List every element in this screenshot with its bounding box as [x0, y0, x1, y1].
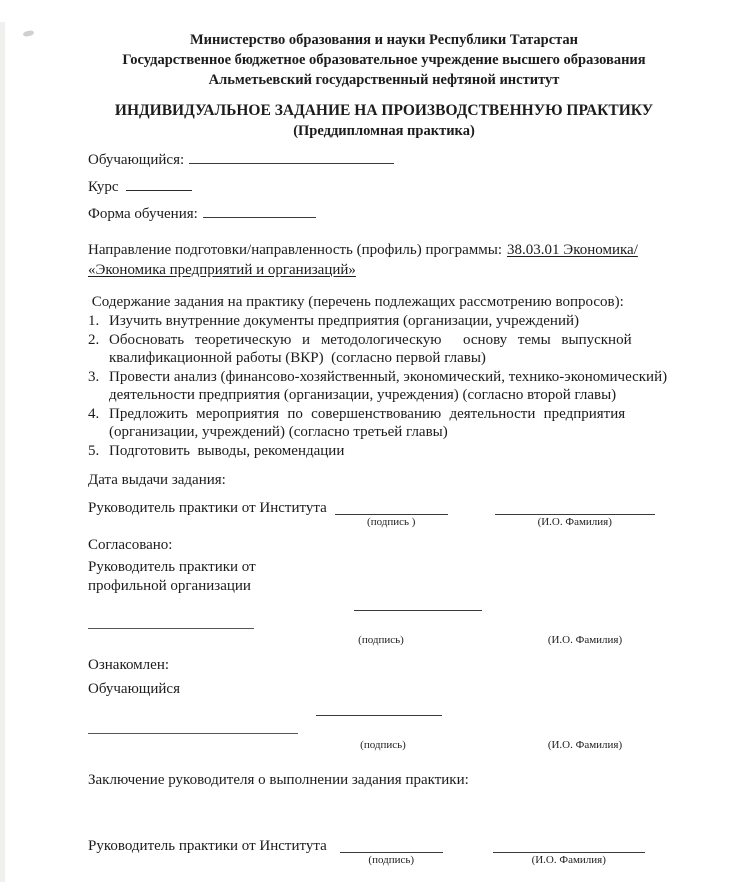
institute-supervisor-label: Руководитель практики от Института [88, 838, 327, 854]
task-text-line: Предложить мероприятия по совершенствованию деятельности предприятия [109, 405, 626, 422]
org-supervisor-label [88, 558, 680, 596]
task-number: 5. [88, 442, 100, 459]
student-signature-block [88, 699, 680, 757]
institute-supervisor-signature-row-bottom [88, 837, 680, 868]
program-label: Направление подготовки/направленность (профиль) программы: [88, 242, 503, 258]
course-field-label: Курс [88, 179, 119, 195]
task-number: 1. [88, 313, 100, 329]
issue-date-label: Дата выдачи задания: [88, 472, 226, 488]
signature-column [335, 499, 448, 530]
tasks-section [88, 293, 680, 460]
task-text-line: Подготовить выводы, рекомендации [109, 442, 345, 459]
conclusion-label: Заключение руководителя о выполнении задания практики: [88, 772, 469, 788]
document-title: ИНДИВИДУАЛЬНОЕ ЗАДАНИЕ НА ПРОИЗВОДСТВЕННУЮ ПРАКТИКУ [114, 102, 654, 119]
student-field-label: Обучающийся: [88, 152, 185, 168]
program-value-line2: «Экономика предприятий и организаций» [88, 262, 356, 278]
institute-supervisor-label: Руководитель практики от Института [88, 500, 327, 516]
signature-column [340, 837, 443, 868]
name-caption: (И.О. Фамилия) [547, 739, 623, 751]
name-caption: (И.О. Фамилия) [537, 516, 612, 528]
task-item [88, 312, 680, 331]
name-caption: (И.О. Фамилия) [531, 854, 606, 866]
institution-line: Государственное бюджетное образовательное учреждение высшего образования [122, 52, 646, 68]
course-field-blank [126, 177, 192, 191]
signature-line [316, 715, 442, 716]
name-column [493, 837, 645, 868]
signature-caption: (подпись) [360, 739, 406, 751]
signature-caption: (подпись) [368, 854, 415, 866]
task-text-line: Изучить внутренние документы предприятия (организации, учреждений) [109, 313, 579, 329]
institute-supervisor-signature-row [88, 499, 680, 530]
student-signer-label: Обучающийся [88, 681, 180, 697]
signature-caption: (подпись) [358, 634, 404, 646]
task-text-line: Обосновать теоретическую и методологическую основу темы выпускной [109, 331, 632, 348]
org-supervisor-label-line1: Руководитель практики от [88, 559, 256, 575]
org-supervisor-label-line2: профильной организации [88, 578, 251, 594]
position-line [88, 628, 254, 629]
task-item [88, 442, 680, 461]
signature-caption: (подпись ) [367, 516, 416, 528]
task-number: 3. [88, 368, 100, 385]
org-supervisor-signature-block [88, 596, 680, 650]
document-subtitle: (Преддипломная практика) [293, 123, 475, 139]
task-item [88, 331, 680, 368]
signature-line [335, 499, 448, 515]
task-item [88, 368, 680, 405]
signature-line [354, 610, 482, 611]
page-edge-shadow [0, 22, 5, 882]
task-text-line: Провести анализ (финансово-хозяйственный, экономический, технико-экономический) [109, 368, 668, 385]
document-content [88, 30, 680, 868]
task-number: 4. [88, 405, 100, 422]
name-line [493, 837, 645, 853]
position-line [88, 733, 298, 734]
agreed-label: Согласовано: [88, 537, 173, 553]
ministry-line: Министерство образования и науки Республики Татарстан [189, 32, 579, 48]
course-field [88, 177, 680, 197]
name-column [495, 499, 655, 530]
student-field-blank [189, 150, 394, 164]
program-field [88, 240, 680, 280]
task-text-line: квалификационной работы (ВКР) (согласно первой главы) [109, 350, 486, 366]
institute-line: Альметьевский государственный нефтяной институт [208, 72, 560, 88]
signature-line [340, 837, 443, 853]
name-caption: (И.О. Фамилия) [547, 634, 623, 646]
program-value-line1: 38.03.01 Экономика/ [507, 242, 638, 258]
task-text-line: (организации, учреждений) (согласно третьей главы) [109, 424, 448, 440]
study-form-blank [203, 204, 316, 218]
acknowledged-label: Ознакомлен: [88, 657, 170, 673]
task-number: 2. [88, 331, 100, 348]
scan-smudge-mark [23, 30, 35, 37]
study-form-label: Форма обучения: [88, 206, 198, 222]
student-field [88, 150, 680, 170]
name-line [495, 499, 655, 515]
tasks-intro: Содержание задания на практику (перечень подлежащих рассмотрению вопросов): [88, 294, 624, 310]
task-item [88, 405, 680, 442]
task-text-line: деятельности предприятия (организации, учреждения) (согласно второй главы) [109, 387, 617, 403]
study-form-field [88, 204, 680, 224]
